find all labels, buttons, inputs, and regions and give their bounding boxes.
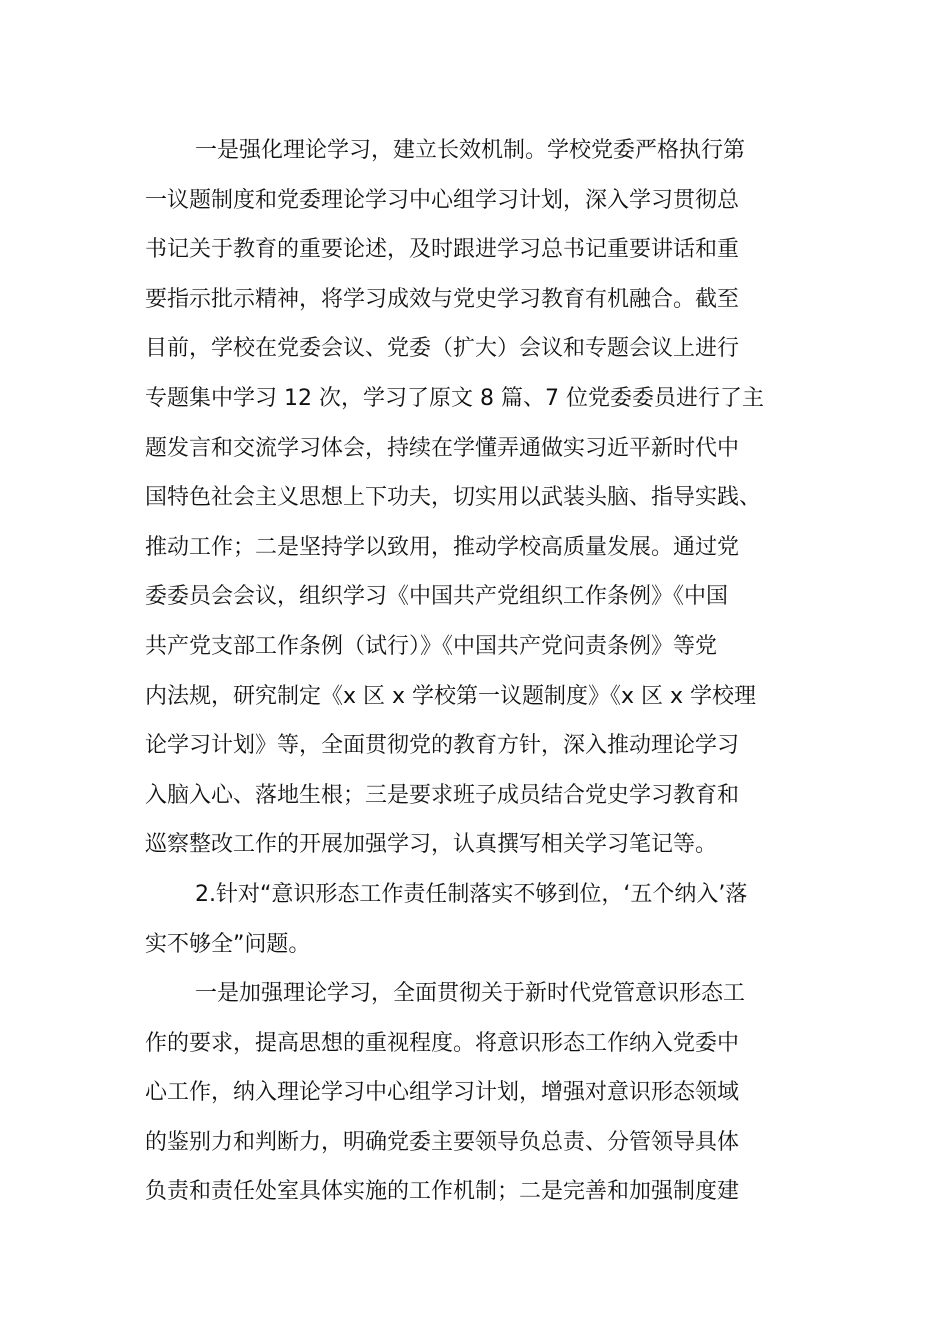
text-line: 心工作，纳入理论学习中心组学习计划，增强对意识形态领域	[145, 1080, 740, 1106]
text-line: 专题集中学习 12 次，学习了原文 8 篇、7 位党委委员进行了主	[145, 385, 764, 411]
text-line: 国特色社会主义思想上下功夫，切实用以武装头脑、指导实践、	[145, 485, 762, 511]
text-line: 要指示批示精神，将学习成效与党史学习教育有机融合。截至	[145, 286, 740, 312]
heading-line: 2.针对“意识形态工作责任制落实不够到位，‘五个纳入’落	[195, 882, 748, 907]
text-line: 委委员会会议，组织学习《中国共产党组织工作条例》《中国	[145, 584, 729, 610]
text-line: 共产党支部工作条例（试行）》《中国共产党问责条例》等党	[145, 633, 718, 659]
heading-line: 实不够全”问题。	[145, 931, 311, 957]
text-line: 负责和责任处室具体实施的工作机制；二是完善和加强制度建	[145, 1179, 740, 1205]
text-line: 巡察整改工作的开展加强学习，认真撰写相关学习笔记等。	[145, 832, 718, 858]
text-line: 入脑入心、落地生根；三是要求班子成员结合党史学习教育和	[145, 782, 740, 808]
text-line: 论学习计划》等，全面贯彻党的教育方针，深入推动理论学习	[145, 733, 740, 759]
text-line: 书记关于教育的重要论述，及时跟进学习总书记重要讲话和重	[145, 237, 740, 263]
text-line: 一是强化理论学习，建立长效机制。学校党委严格执行第	[195, 138, 746, 163]
section-heading-ideology	[145, 870, 810, 969]
text-line: 题发言和交流学习体会，持续在学懂弄通做实习近平新时代中	[145, 435, 740, 461]
text-line: 一议题制度和党委理论学习中心组学习计划，深入学习贯彻总	[145, 187, 740, 213]
text-line: 内法规，研究制定《x 区 x 学校第一议题制度》《x 区 x 学校理	[145, 683, 757, 709]
text-line: 目前，学校在党委会议、党委（扩大）会议和专题会议上进行	[145, 336, 740, 362]
text-line: 的鉴别力和判断力，明确党委主要领导负总责、分管领导具体	[145, 1129, 740, 1155]
text-line: 一是加强理论学习，全面贯彻关于新时代党管意识形态工	[195, 981, 746, 1006]
text-line: 作的要求，提高思想的重视程度。将意识形态工作纳入党委中	[145, 1030, 740, 1056]
paragraph-strengthen-study	[145, 969, 810, 1217]
paragraph-theory-study	[145, 126, 810, 870]
text-line: 推动工作；二是坚持学以致用，推动学校高质量发展。通过党	[145, 534, 740, 560]
